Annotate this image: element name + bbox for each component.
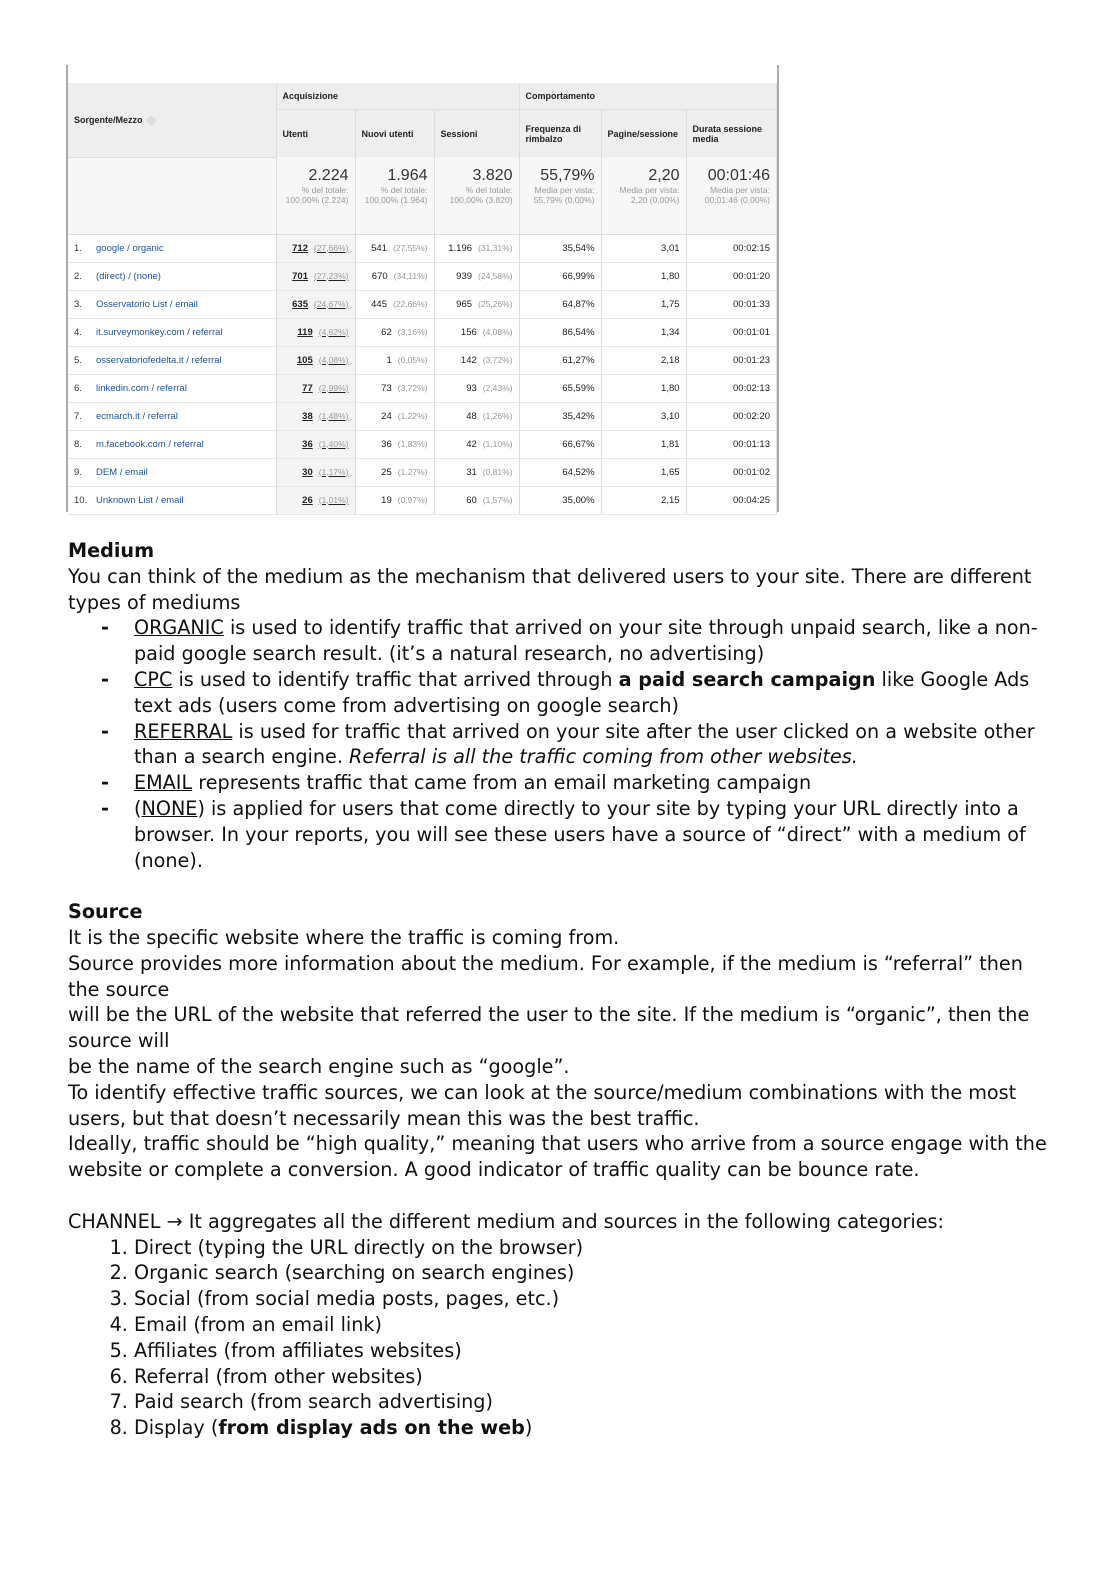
medium-heading: Medium: [68, 539, 155, 562]
pages-per-session: 1,75: [601, 290, 686, 318]
sessions-pct: (3,72%): [482, 354, 513, 365]
channel-item: 4. Email (from an email link): [134, 1312, 1048, 1338]
users-pct: (1,17%): [318, 466, 349, 477]
sessions-pct: (25,26%): [478, 298, 513, 309]
total-sub: % del totale: 100,00% (2.224): [285, 185, 349, 205]
total-cell: [686, 157, 776, 234]
bounce-rate: 35,00%: [519, 486, 601, 514]
total-cell: [601, 157, 686, 234]
channel-item: 5. Affiliates (from affiliates websites): [134, 1338, 1048, 1364]
table-row: [68, 486, 777, 514]
users-value: 77: [302, 382, 313, 394]
users-pct: (1,01%): [318, 494, 349, 505]
column-header[interactable]: Utenti: [276, 110, 355, 158]
sessions-pct: (1,57%): [482, 494, 513, 505]
bounce-rate: 61,27%: [519, 346, 601, 374]
medium-term: ORGANIC: [134, 616, 224, 640]
users-value: 26: [302, 494, 313, 506]
users-value: 38: [302, 410, 313, 422]
new-users-value: 36: [381, 438, 392, 450]
sessions-pct: (2,43%): [482, 382, 513, 393]
pages-per-session: 1,65: [601, 458, 686, 486]
users-value: 105: [296, 354, 313, 366]
pages-per-session: 1,34: [601, 318, 686, 346]
total-sub: % del totale: 100,00% (3.820): [449, 185, 513, 205]
new-users-value: 25: [381, 466, 392, 478]
table-row: [68, 234, 777, 262]
new-users-value: 541: [371, 242, 387, 254]
avg-session-duration: 00:01:02: [686, 458, 776, 486]
medium-item: - REFERRAL is used for traffic that arrived on your site after the user clicked on a website other than a search engine. Referral is all the traffic coming from other websites.: [68, 719, 1048, 771]
new-users-pct: (1,22%): [397, 410, 428, 421]
source-paragraph: Ideally, traffic should be “high quality,” meaning that users who arrive from a source engage with the website or complete a conversion. A good indicator of traffic quality can be bounce rate.: [68, 1132, 1047, 1182]
users-value: 36: [302, 438, 313, 450]
total-sub: Media per vista: 55,79% (0,00%): [533, 185, 595, 205]
new-users-pct: (1,83%): [397, 438, 428, 449]
total-cell: [519, 157, 601, 234]
sessions-value: 42: [466, 438, 477, 450]
table-row: [68, 318, 777, 346]
source-medium-link[interactable]: DEM / email: [96, 466, 148, 478]
column-header[interactable]: Pagine/sessione: [601, 110, 686, 158]
row-index: 4.: [74, 326, 82, 338]
analytics-table-screenshot: [66, 65, 779, 512]
row-index: 3.: [74, 298, 82, 310]
pages-per-session: 1,80: [601, 374, 686, 402]
users-value: 30: [302, 466, 313, 478]
total-cell: [355, 157, 434, 234]
sessions-value: 156: [460, 326, 477, 338]
new-users-value: 1: [386, 354, 392, 366]
medium-item: - (NONE) is applied for users that come directly to your site by typing your URL directly into a browser. In your reports, you will see these users have a source of “direct” with a medium of (none).: [68, 796, 1048, 873]
pages-per-session: 2,18: [601, 346, 686, 374]
medium-item: - ORGANIC is used to identify traffic that arrived on your site through unpaid search, like a non-paid google search result. (it’s a natural research, no advertising): [68, 615, 1048, 667]
source-paragraph: To identify effective traffic sources, we can look at the source/medium combinations with the most users, but that doesn’t necessarily mean this was the best traffic.: [68, 1080, 1017, 1130]
avg-session-duration: 00:01:13: [686, 430, 776, 458]
users-value: 119: [297, 326, 313, 338]
table-row: [68, 430, 777, 458]
column-header[interactable]: Durata sessione media: [686, 110, 776, 158]
pages-per-session: 3,10: [601, 402, 686, 430]
users-pct: (4,08%): [318, 354, 349, 365]
medium-term: CPC: [134, 667, 173, 691]
new-users-pct: (1,27%): [397, 466, 428, 477]
new-users-value: 24: [381, 410, 392, 422]
total-value: 55,79%: [540, 167, 595, 184]
sessions-pct: (31,31%): [478, 242, 513, 253]
sessions-value: 1.196: [448, 242, 473, 254]
total-sub: % del totale: 100,00% (1.964): [364, 185, 428, 205]
new-users-value: 445: [371, 298, 387, 310]
bounce-rate: 66,67%: [519, 430, 601, 458]
pages-per-session: 1,80: [601, 262, 686, 290]
source-medium-link[interactable]: ecmarch.it / referral: [96, 410, 178, 422]
total-cell: [276, 157, 355, 234]
row-index: 6.: [74, 382, 82, 394]
new-users-value: 19: [381, 494, 392, 506]
sessions-value: 93: [466, 382, 477, 394]
sessions-pct: (0,81%): [482, 466, 513, 477]
column-header[interactable]: Sessioni: [434, 110, 519, 158]
row-index: 2.: [74, 270, 82, 282]
avg-session-duration: 00:01:23: [686, 346, 776, 374]
source-medium-link[interactable]: (direct) / (none): [96, 270, 161, 282]
pages-per-session: 1,81: [601, 430, 686, 458]
column-header[interactable]: Nuovi utenti: [355, 110, 434, 158]
bounce-rate: 35,42%: [519, 402, 601, 430]
pages-per-session: 2,15: [601, 486, 686, 514]
users-pct: (4,62%): [318, 326, 349, 337]
sessions-value: 939: [456, 270, 473, 282]
dimension-header: Sorgente/Mezzo: [68, 83, 276, 157]
users-pct: (1,40%): [318, 438, 349, 449]
bounce-rate: 86,54%: [519, 318, 601, 346]
new-users-value: 62: [381, 326, 392, 338]
users-pct: (1,48%): [318, 410, 349, 421]
sessions-value: 965: [456, 298, 473, 310]
avg-session-duration: 00:01:33: [686, 290, 776, 318]
row-index: 9.: [74, 466, 82, 478]
medium-intro: You can think of the medium as the mechanism that delivered users to your site. There are different types of mediums: [68, 564, 1032, 614]
avg-session-duration: 00:01:20: [686, 262, 776, 290]
source-paragraph: It is the specific website where the traffic is coming from.: [68, 925, 620, 949]
new-users-pct: (0,05%): [397, 354, 428, 365]
avg-session-duration: 00:02:20: [686, 402, 776, 430]
row-index: 5.: [74, 354, 82, 366]
users-pct: (27,23%): [314, 270, 349, 281]
source-paragraph: be the name of the search engine such as “google”.: [68, 1054, 570, 1078]
users-value: 701: [292, 270, 308, 282]
total-value: 00:01:46: [707, 167, 770, 184]
medium-item: - CPC is used to identify traffic that arrived through a paid search campaign like Google Ads text ads (users come from advertising on google search): [68, 667, 1048, 719]
group-behavior: Comportamento: [519, 83, 776, 110]
channel-item: 8. Display (from display ads on the web): [134, 1415, 1048, 1441]
new-users-pct: (34,11%): [393, 270, 428, 281]
users-pct: (24,67%): [314, 298, 349, 309]
new-users-pct: (22,66%): [393, 298, 428, 309]
group-acquisition: Acquisizione: [276, 83, 519, 110]
sessions-pct: (1,26%): [482, 410, 513, 421]
source-medium-link[interactable]: osservatoriofedelta.it / referral: [96, 354, 222, 366]
source-medium-link[interactable]: Unknown List / email: [96, 494, 184, 506]
medium-term: NONE: [141, 796, 198, 820]
channel-item: 3. Social (from social media posts, pages, etc.): [134, 1286, 1048, 1312]
source-paragraph: will be the URL of the website that referred the user to the site. If the medium is “organic”, then the source will: [68, 1003, 1030, 1053]
avg-session-duration: 00:04:25: [686, 486, 776, 514]
users-value: 712: [292, 242, 308, 254]
channel-item: 1. Direct (typing the URL directly on the browser): [134, 1235, 1048, 1261]
new-users-value: 73: [381, 382, 392, 394]
row-index: 1.: [74, 242, 82, 254]
source-medium-link[interactable]: Osservatorio List / email: [96, 298, 198, 310]
channel-item: 2. Organic search (searching on search engines): [134, 1260, 1048, 1286]
medium-term: EMAIL: [134, 771, 193, 795]
source-medium-link[interactable]: m.facebook.com / referral: [96, 438, 204, 450]
bounce-rate: 64,87%: [519, 290, 601, 318]
table-row: [68, 402, 777, 430]
row-index: 8.: [74, 438, 82, 450]
total-sub: Media per vista: 00:01:46 (0,00%): [704, 185, 770, 205]
table-row: [68, 374, 777, 402]
sessions-value: 142: [460, 354, 477, 366]
sessions-pct: (1,10%): [482, 438, 513, 449]
document-body: [68, 538, 1048, 1441]
total-value: 1.964: [387, 167, 428, 184]
source-medium-link[interactable]: linkedin.com / referral: [96, 382, 187, 394]
bounce-rate: 64,52%: [519, 458, 601, 486]
new-users-pct: (27,55%): [393, 242, 428, 253]
total-value: 2.224: [308, 167, 349, 184]
sessions-pct: (24,58%): [478, 270, 513, 281]
row-index: 7.: [74, 410, 82, 422]
total-cell: [434, 157, 519, 234]
total-value: 3.820: [472, 167, 513, 184]
channel-item: 6. Referral (from other websites): [134, 1364, 1048, 1390]
bounce-rate: 35,54%: [519, 234, 601, 262]
medium-term: REFERRAL: [134, 719, 233, 743]
avg-session-duration: 00:02:15: [686, 234, 776, 262]
column-header[interactable]: Frequenza di rimbalzo: [519, 110, 601, 158]
source-heading: Source: [68, 900, 143, 924]
table-row: [68, 458, 777, 486]
source-medium-link[interactable]: it.surveymonkey.com / referral: [96, 326, 223, 338]
channel-intro: CHANNEL → It aggregates all the different medium and sources in the following categories:: [68, 1209, 945, 1233]
bounce-rate: 66,99%: [519, 262, 601, 290]
users-pct: (2,99%): [318, 382, 349, 393]
medium-list: [68, 615, 1048, 873]
pages-per-session: 3,01: [601, 234, 686, 262]
users-value: 635: [292, 298, 308, 310]
sessions-value: 48: [466, 410, 477, 422]
sessions-value: 31: [466, 466, 477, 478]
table-row: [68, 262, 777, 290]
medium-item: - EMAIL represents traffic that came from an email marketing campaign: [68, 770, 1048, 796]
avg-session-duration: 00:02:13: [686, 374, 776, 402]
row-index: 10.: [74, 494, 88, 506]
sessions-value: 60: [466, 494, 477, 506]
totals-row: [68, 157, 777, 234]
total-value: 2,20: [648, 167, 680, 184]
new-users-pct: (3,16%): [397, 326, 428, 337]
channel-item: 7. Paid search (from search advertising): [134, 1389, 1048, 1415]
total-sub: Media per vista: 2,20 (0,00%): [619, 185, 680, 205]
new-users-pct: (3,72%): [397, 382, 428, 393]
source-medium-link[interactable]: google / organic: [96, 242, 164, 254]
bounce-rate: 65,59%: [519, 374, 601, 402]
new-users-value: 670: [371, 270, 388, 282]
table-row: [68, 290, 777, 318]
source-paragraph: Source provides more information about the medium. For example, if the medium is “referral” then the source: [68, 951, 1023, 1001]
sessions-pct: (4,08%): [482, 326, 513, 337]
table-row: [68, 346, 777, 374]
channel-list: [68, 1235, 1048, 1441]
users-pct: (27,66%): [314, 242, 349, 253]
new-users-pct: (0,97%): [397, 494, 428, 505]
avg-session-duration: 00:01:01: [686, 318, 776, 346]
